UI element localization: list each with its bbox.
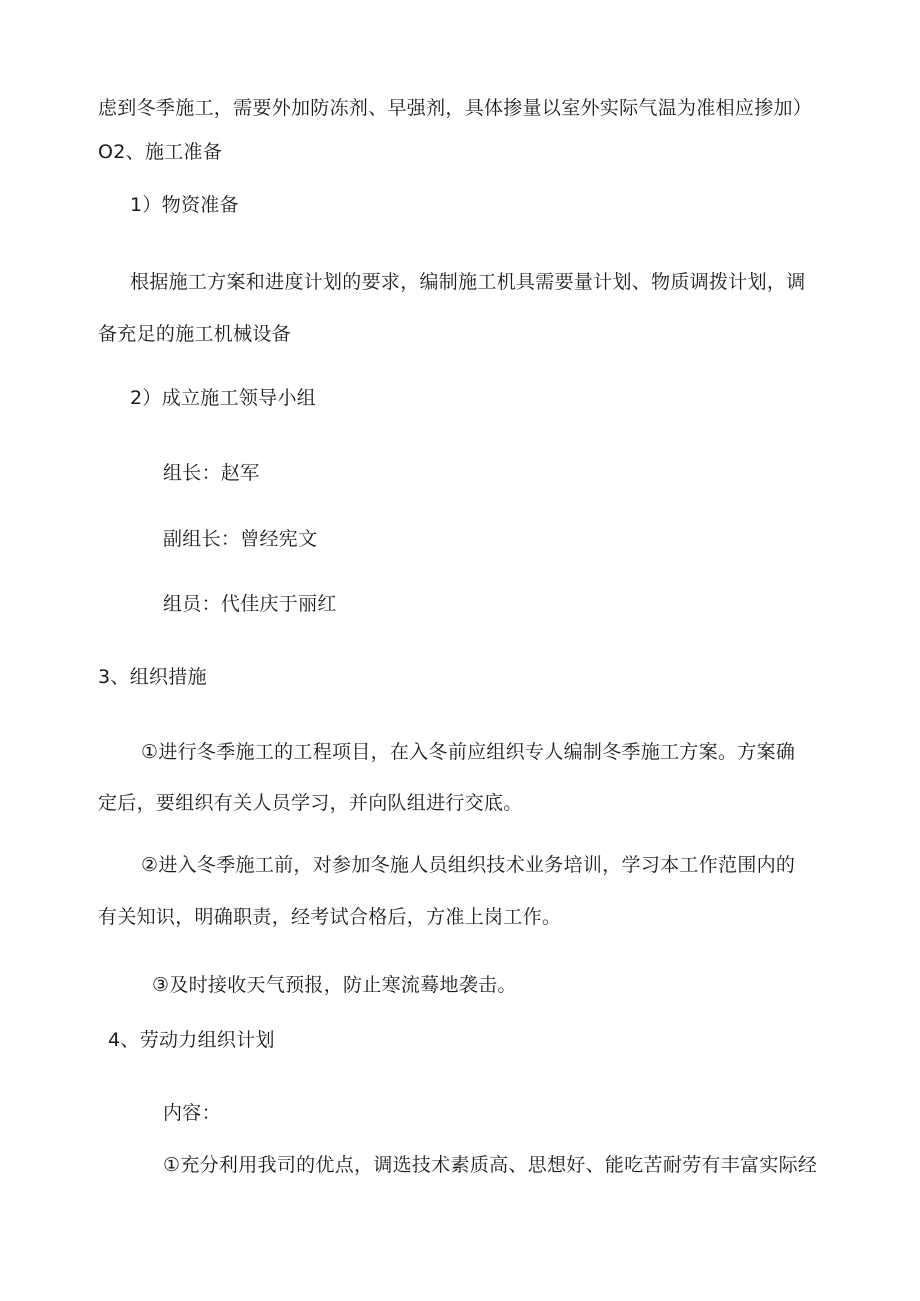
deputy-leader-line: 副组长：曾经宪文 bbox=[163, 528, 318, 550]
section-heading-labor-plan: 4、劳动力组织计划 bbox=[108, 1029, 275, 1051]
section-heading-construction-preparation: O2、施工准备 bbox=[98, 141, 223, 163]
group-leader-line: 组长：赵军 bbox=[163, 462, 260, 484]
group-members-line: 组员：代佳庆于丽红 bbox=[163, 593, 337, 615]
paragraph-line: 定后，要组织有关人员学习，并向队组进行交底。 bbox=[98, 792, 523, 814]
paragraph-line: ②进入冬季施工前，对参加冬施人员组织技术业务培训，学习本工作范围内的 bbox=[141, 854, 796, 876]
subheading-material-preparation: 1）物资准备 bbox=[130, 194, 239, 216]
paragraph-line: ①充分利用我司的优点，调选技术素质高、思想好、能吃苦耐劳有丰富实际经 bbox=[163, 1154, 818, 1176]
subheading-leadership-group: 2）成立施工领导小组 bbox=[130, 387, 317, 409]
section-heading-organizational-measures: 3、组织措施 bbox=[98, 666, 207, 688]
paragraph-line: ③及时接收天气预报，防止寒流蓦地袭击。 bbox=[152, 974, 517, 996]
paragraph-line: 备充足的施工机械设备 bbox=[98, 323, 292, 345]
paragraph-line: 根据施工方案和进度计划的要求，编制施工机具需要量计划、物质调拨计划，调 bbox=[130, 271, 806, 293]
paragraph-continuation-line: 虑到冬季施工，需要外加防冻剂、早强剂，具体掺量以室外实际气温为准相应掺加） bbox=[98, 97, 813, 119]
paragraph-line: ①进行冬季施工的工程项目，在入冬前应组织专人编制冬季施工方案。方案确 bbox=[141, 741, 796, 763]
paragraph-line: 有关知识，明确职责，经考试合格后，方准上岗工作。 bbox=[98, 906, 562, 928]
content-label: 内容： bbox=[163, 1102, 221, 1124]
